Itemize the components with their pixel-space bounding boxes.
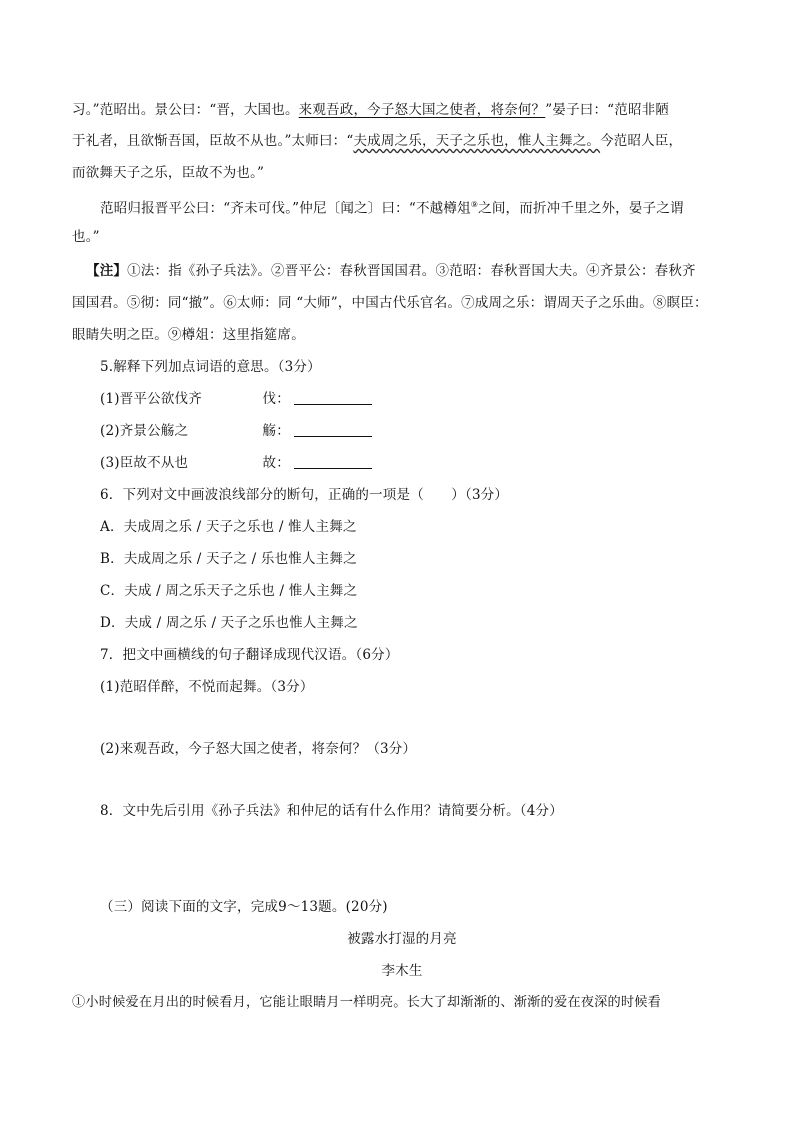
- notes-line: 国国君。⑤彻：同“撤”。⑥太师：同 “大师”，中国古代乐官名。⑦成周之乐：谓周天子之乐曲。⑧瞑臣：: [72, 295, 708, 311]
- vocab-phrase: (3)臣故不从也: [100, 455, 189, 471]
- passage-text: 之间，而折冲千里之外，晏子之谓: [478, 200, 684, 217]
- option-c[interactable]: C．夫成 / 周之乐天子之乐也 / 惟人主舞之: [100, 583, 358, 599]
- passage-line: [72, 131, 732, 151]
- vocab-phrase: (2)齐景公觞之: [100, 423, 189, 439]
- notes-line: [86, 261, 746, 281]
- question-7-title: 7．把文中画横线的句子翻译成现代汉语。（6分）: [100, 647, 399, 663]
- vocab-phrase: (1)晋平公欲伐齐: [100, 391, 202, 407]
- notes-line: 眼睛失明之臣。⑨樽俎：这里指筵席。: [72, 327, 305, 343]
- passage-line: [100, 195, 760, 219]
- passage-line: 也。”: [72, 229, 100, 245]
- vocab-word: 伐：: [262, 391, 290, 407]
- passage-text: 习。”范昭出。景公曰：“晋，大国也。: [72, 102, 299, 118]
- passage-text: ”晏子曰：“范昭非陋: [545, 102, 670, 118]
- question-5-item: [100, 453, 760, 473]
- article-title: 被露水打湿的月亮: [347, 931, 457, 947]
- vocab-word: 觞：: [262, 423, 290, 439]
- answer-blank[interactable]: [294, 422, 372, 437]
- notes-text: ①法：指《孙子兵法》。②晋平公：春秋晋国国君。③范昭：春秋晋国大夫。④齐景公：春秋齐: [127, 263, 696, 279]
- article-paragraph: ①小时候爱在月出的时候看月，它能让眼睛月一样明亮。长大了却渐渐的、渐渐的爱在夜深的时候看: [72, 995, 662, 1010]
- question-8-title: 8．文中先后引用《孙子兵法》和仲尼的话有什么作用？请简要分析。（4分）: [100, 803, 563, 819]
- question-6-title: 6．下列对文中画波浪线部分的断句，正确的一项是（ ）（3分）: [100, 487, 509, 503]
- passage-text: 范昭归报晋平公曰：“齐未可伐。”仲尼〔闻之〕曰：“不越樽俎: [100, 200, 471, 217]
- passage-text: 于礼者，且欲惭吾国，臣故不从也。”太师曰：“: [72, 133, 354, 149]
- section-3-heading: （三）阅读下面的文字，完成9～13题。(20分): [100, 899, 388, 915]
- passage-line: 而欲舞天子之乐，臣故不为也。”: [72, 165, 265, 181]
- question-7-sub2: (2)来观吾政，今子怒大国之使者，将奈何？（3分）: [100, 741, 417, 757]
- passage-line: [72, 100, 732, 120]
- option-a[interactable]: A．夫成周之乐 / 天子之乐也 / 惟人主舞之: [100, 519, 357, 535]
- question-5-item: [100, 389, 760, 409]
- answer-blank[interactable]: [294, 454, 372, 469]
- option-d[interactable]: D．夫成 / 周之乐 / 天子之乐也惟人主舞之: [100, 615, 358, 631]
- question-5-item: [100, 421, 760, 441]
- notes-label: 【注】: [86, 263, 128, 279]
- wavy-underlined-sentence: 夫成周之乐，天子之乐也，惟人主舞之。: [353, 133, 601, 149]
- underlined-sentence: 来观吾政，今子怒大国之使者，将奈何？: [298, 102, 546, 118]
- answer-blank[interactable]: [294, 390, 372, 405]
- footnote-marker: ⑨: [470, 200, 479, 209]
- passage-text: 今范昭人臣，: [600, 133, 683, 149]
- option-b[interactable]: B．夫成周之乐 / 天子之 / 乐也惟人主舞之: [100, 551, 357, 567]
- question-7-sub1: (1)范昭佯醉，不悦而起舞。（3分）: [100, 679, 314, 695]
- article-author: 李木生: [381, 963, 423, 979]
- question-5-title: 5.解释下列加点词语的意思。（3分）: [100, 359, 321, 375]
- vocab-word: 故：: [262, 455, 290, 471]
